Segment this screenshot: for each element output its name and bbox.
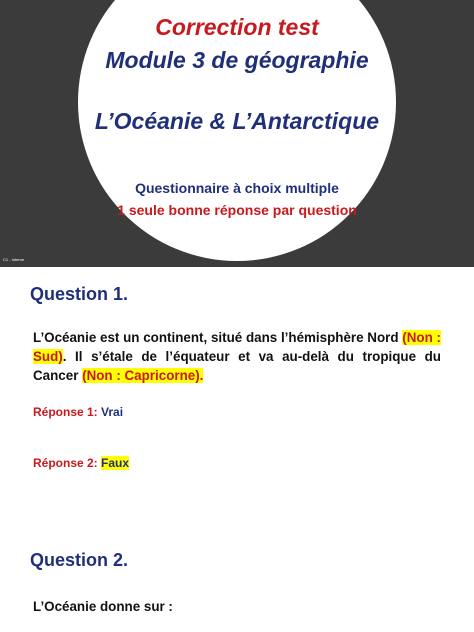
answer-2 [33, 456, 129, 470]
question-1-heading: Question 1. [30, 284, 129, 304]
question-1-statement [33, 328, 441, 385]
answer-2-value-correct: Faux [101, 456, 130, 470]
answer-1-value: Vrai [101, 405, 124, 419]
question-2-heading: Question 2. [30, 550, 129, 570]
question-2-statement: L’Océanie donne sur : [33, 599, 173, 614]
question-1-slide [0, 267, 474, 521]
slide-topic: L’Océanie & L’Antarctique [94, 108, 380, 134]
answer-1-label: Réponse 1: [33, 405, 98, 419]
statement-part-b: . Il s’étale de l’équateur et va au-delà du tropique du Cancer [33, 349, 441, 383]
slide-title: Correction test [155, 14, 319, 40]
title-slide [0, 0, 474, 267]
slide-subtitle: Module 3 de géographie [105, 47, 369, 73]
correction-highlight-1: (Non : Sud) [33, 330, 441, 364]
correction-highlight-2: (Non : Capricorne). [82, 368, 204, 383]
classification-tag: C1 - Interne [3, 257, 25, 262]
question-2-slide [0, 521, 474, 632]
quiz-type-line: Questionnaire à choix multiple [135, 180, 339, 196]
quiz-rule-line: 1 seule bonne réponse par question [117, 202, 357, 218]
answer-1 [33, 405, 123, 419]
statement-part-a: L’Océanie est un continent, situé dans l’hémisphère Nord [33, 330, 403, 345]
answer-2-label: Réponse 2: [33, 456, 98, 470]
